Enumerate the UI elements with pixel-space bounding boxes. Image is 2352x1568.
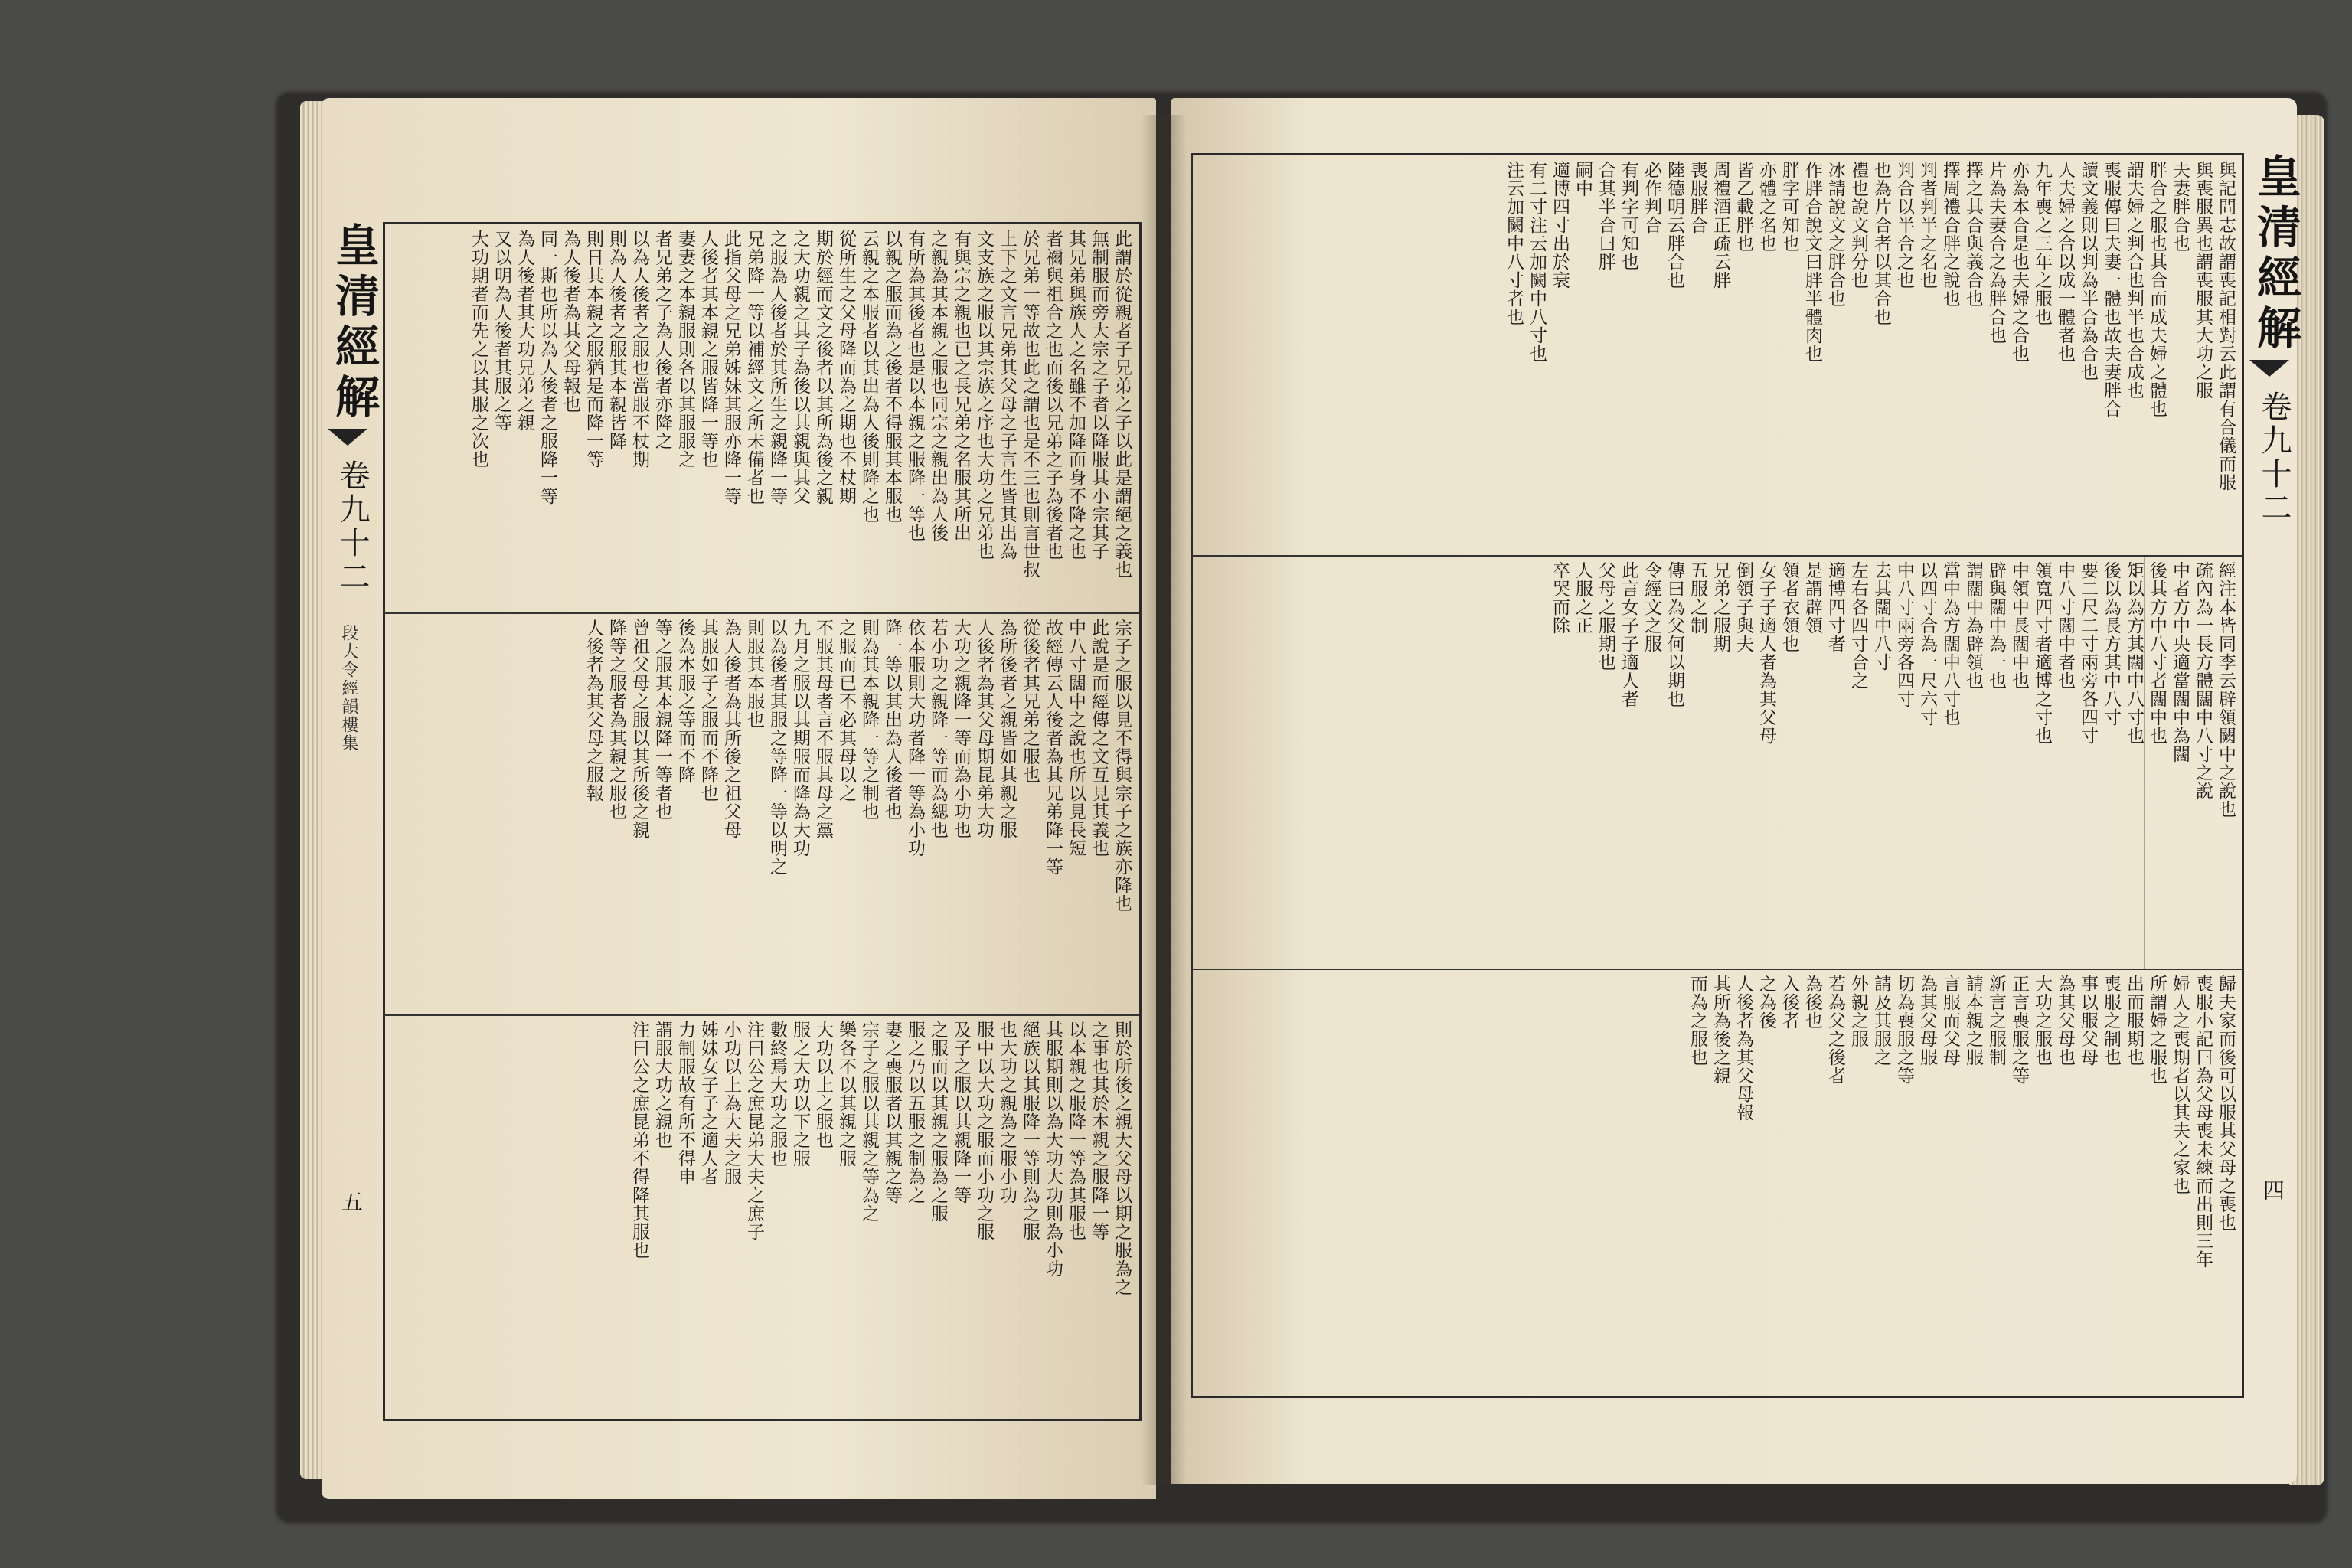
text-column: 切為喪服之等 xyxy=(1894,975,1914,1085)
text-column: 則為其本親降一等之制也 xyxy=(859,619,879,821)
text-column: 合其半合曰胖 xyxy=(1596,161,1615,271)
text-column: 云親之本服者以其出為人後則降之也 xyxy=(859,230,879,524)
text-column: 外親之服 xyxy=(1848,975,1868,1048)
text-column: 父母之服期也 xyxy=(1596,561,1615,671)
right-fishtail-mark xyxy=(2249,360,2289,377)
right-text-band-3 xyxy=(1196,975,2237,1388)
text-column: 歸夫家而後可以服其父母之喪也 xyxy=(2216,975,2236,1232)
text-column: 亦體之名也 xyxy=(1756,161,1776,253)
text-column: 胖字可知也 xyxy=(1779,161,1799,253)
text-column: 後為本服之等而不降 xyxy=(675,619,695,784)
text-column: 服之乃以五服之制為之 xyxy=(905,1021,925,1204)
text-column: 女子子適人者為其父母 xyxy=(1756,561,1776,745)
left-fishtail-mark xyxy=(328,429,368,446)
text-column: 宗子之服以其親之等為之 xyxy=(859,1021,879,1223)
text-column: 大功以上之服也 xyxy=(813,1021,833,1149)
text-column: 則服其本服也 xyxy=(744,619,764,729)
text-column: 辟與闊中為一也 xyxy=(1986,561,2006,690)
text-column: 數終焉大功之服也 xyxy=(767,1021,787,1168)
text-column: 喪服胖合 xyxy=(1687,161,1707,234)
right-band-rule-2 xyxy=(1191,969,2242,970)
text-column: 此說是而經傳之文互見其義也 xyxy=(1089,619,1109,858)
text-column: 擇周禮合胖之說也 xyxy=(1940,161,1960,308)
text-column: 要二尺二寸兩旁各四寸 xyxy=(2078,561,2098,745)
left-folio-number: 五 xyxy=(338,1191,364,1214)
text-column: 為所後者之親皆如其親之服 xyxy=(997,619,1017,839)
text-column: 九年喪之三年之服也 xyxy=(2032,161,2052,326)
text-column: 之事也其於本親之服降一等 xyxy=(1089,1021,1109,1241)
text-column: 其服如子之服而不降也 xyxy=(698,619,718,802)
right-volume-label: 卷九十二 xyxy=(2256,390,2292,525)
text-column: 不服其母者言不服其母之黨 xyxy=(813,619,833,839)
book-gutter xyxy=(1141,115,1187,1485)
text-column: 之服而已不必其母以之 xyxy=(836,619,856,802)
text-column: 則為人後者之服其本親皆降 xyxy=(606,230,626,450)
text-column: 以親之服而為之後者不得服其本服也 xyxy=(882,230,902,524)
text-column: 姊妹女子子之適人者 xyxy=(698,1021,718,1186)
text-column: 謂闊中為辟領也 xyxy=(1963,561,1983,690)
text-column: 冰請說文之胖合也 xyxy=(1825,161,1845,308)
text-column: 謂夫婦之判合也判半也合成也 xyxy=(2124,161,2144,400)
text-column: 服之大功以下之服 xyxy=(790,1021,810,1168)
text-column: 出而服期也 xyxy=(2124,975,2144,1067)
text-column: 也大功之親為之服小功 xyxy=(997,1021,1017,1204)
text-column: 後其方中八寸者闊中也 xyxy=(2147,561,2167,745)
left-text-band-3 xyxy=(387,1021,1133,1411)
text-column: 力制服故有所不得申 xyxy=(675,1021,695,1186)
text-column: 言服而父母 xyxy=(1940,975,1960,1067)
right-page-title: 皇清經解 xyxy=(2249,153,2301,355)
text-column: 傳曰為父何以期也 xyxy=(1664,561,1684,708)
text-column: 注曰公之庶昆弟不得降其服也 xyxy=(629,1021,649,1259)
text-column: 人後者為其父母期昆弟大功 xyxy=(974,619,994,839)
text-column: 夫妻胖合也 xyxy=(2170,161,2190,253)
text-column: 同一斯也所以為人後者之服降一等 xyxy=(537,230,557,505)
text-column: 則於所後之親大父母以期之服為之 xyxy=(1112,1021,1132,1296)
text-column: 是謂辟領 xyxy=(1802,561,1822,635)
text-column: 陸德明云胖合也 xyxy=(1664,161,1684,289)
text-column: 從後者其兄弟之服也 xyxy=(1020,619,1040,784)
text-column: 降一等以其出為人後者也 xyxy=(882,619,902,821)
right-band-rule-1 xyxy=(1191,555,2242,557)
text-column: 大功期者而先之以其服之次也 xyxy=(469,230,488,469)
text-column: 為其父母也 xyxy=(2055,975,2075,1067)
text-column: 為其父母服 xyxy=(1917,975,1937,1067)
text-column: 者禰與祖合之也而後以兄弟之子為後者也 xyxy=(1043,230,1063,560)
text-column: 人後者其本親之服皆降一等也 xyxy=(698,230,718,469)
text-column: 中八寸闊中者也 xyxy=(2055,561,2075,690)
text-column: 人服之正 xyxy=(1573,561,1592,635)
text-column: 喪服之制也 xyxy=(2101,975,2121,1067)
text-column: 胖合之服也其合而成夫婦之體也 xyxy=(2147,161,2167,418)
text-column: 人夫婦之合以成一體者也 xyxy=(2055,161,2075,363)
text-column: 作胖合說文曰胖半體肉也 xyxy=(1802,161,1822,363)
text-column: 為人後者為其所後之祖父母 xyxy=(721,619,741,839)
left-page-title: 皇清經解 xyxy=(328,222,380,424)
text-column: 宗子之服以見不得與宗子之族亦降也 xyxy=(1112,619,1132,913)
text-column: 之大功親之其子為後以其親與其父 xyxy=(790,230,810,505)
text-column: 曾祖父母之服以其所後之親 xyxy=(629,619,649,839)
text-column: 嗣中 xyxy=(1573,161,1592,198)
text-column: 之親為其本親之服也同宗之親出為人後 xyxy=(928,230,948,542)
text-column: 依本服則大功者降一等為小功 xyxy=(905,619,925,858)
text-column: 以本親之服降一等為其服也 xyxy=(1066,1021,1086,1241)
text-column: 亦為本合是也夫婦之合也 xyxy=(2009,161,2029,363)
text-column: 婦人之喪期者以其夫之家也 xyxy=(2170,975,2190,1195)
text-column: 降等之服者為其親之服也 xyxy=(606,619,626,821)
text-column: 也為片合者以其合也 xyxy=(1871,161,1891,326)
text-column: 注曰公之庶昆弟大夫之庶子 xyxy=(744,1021,764,1241)
text-column: 中領中長闊中也 xyxy=(2009,561,2029,690)
left-text-band-1 xyxy=(387,230,1133,606)
text-column: 若為父之後者 xyxy=(1825,975,1845,1085)
text-column: 為人後者為其父母報也 xyxy=(560,230,580,413)
text-column: 服中以大功之服而小功之服 xyxy=(974,1021,994,1241)
text-column: 此謂於從親者子兄弟之子以此是謂絕之義也 xyxy=(1112,230,1132,579)
text-column: 喪服小記曰為父母喪未練而出則三年 xyxy=(2193,975,2213,1269)
left-text-band-2 xyxy=(387,619,1133,1009)
text-column: 文支族之服以其宗族之序也大功之兄弟也 xyxy=(974,230,994,560)
text-column: 去其闊中八寸 xyxy=(1871,561,1891,671)
text-column: 皆乙載胖也 xyxy=(1733,161,1753,253)
text-column: 後以為長方其中八寸 xyxy=(2101,561,2121,727)
text-column: 等之服其本親降一等者也 xyxy=(652,619,672,821)
text-column: 之為後 xyxy=(1756,975,1776,1030)
text-column: 請本親之服 xyxy=(1963,975,1983,1067)
text-column: 而為之服也 xyxy=(1687,975,1707,1067)
text-column: 當中為方闊中八寸也 xyxy=(1940,561,1960,727)
text-column: 中八寸闊中之說也所以見長短 xyxy=(1066,619,1086,858)
text-column: 之服而以其親之服為之服 xyxy=(928,1021,948,1223)
right-text-band-2 xyxy=(1196,561,2237,963)
text-column: 為後也 xyxy=(1802,975,1822,1030)
text-column: 期於經而文之後者以其所為後之親 xyxy=(813,230,833,505)
text-column: 又以明為人後者其服之等 xyxy=(492,230,511,432)
text-column: 人後者為其父母報 xyxy=(1733,975,1753,1122)
text-column: 則日其本親之服猶是而降一等 xyxy=(583,230,603,469)
text-column: 所謂婦之服也 xyxy=(2147,975,2167,1085)
text-column: 事以服父母 xyxy=(2078,975,2098,1067)
text-column: 有二寸注云加闕中八寸也 xyxy=(1527,161,1547,363)
text-column: 從所生之父母降而為之期也不杖期 xyxy=(836,230,856,505)
text-column: 為人後者其大功兄弟之親 xyxy=(514,230,534,432)
text-column: 正言喪服之等 xyxy=(2009,975,2029,1085)
text-column: 大功之服也 xyxy=(2032,975,2052,1067)
text-column: 故經傳云人後者為其兄弟降一等 xyxy=(1043,619,1063,876)
text-column: 無制服而旁大宗之子者以降服其小宗其子 xyxy=(1089,230,1109,560)
text-column: 倒領子與夫 xyxy=(1733,561,1753,653)
text-column: 五服之制 xyxy=(1687,561,1707,635)
text-column: 者兄弟之子為人後者亦降之 xyxy=(652,230,672,450)
text-column: 妻妻之本親服則各以其服服之 xyxy=(675,230,695,469)
text-column: 經注本皆同李云辟領闕中之說也 xyxy=(2216,561,2236,818)
text-column: 以為後者其服之等降一等以明之 xyxy=(767,619,787,876)
text-column: 片為夫妻合之為胖合也 xyxy=(1986,161,2006,345)
text-column: 若小功之親降一等而為緦也 xyxy=(928,619,948,839)
right-folio-number: 四 xyxy=(2260,1179,2285,1202)
text-column: 禮也說文判分也 xyxy=(1848,161,1868,289)
text-column: 謂服大功之親也 xyxy=(652,1021,672,1149)
text-column: 矩以為方其闊中八寸也 xyxy=(2124,561,2144,745)
text-column: 以四寸合為一尺六寸 xyxy=(1917,561,1937,727)
left-band-rule-2 xyxy=(383,1014,1139,1016)
text-column: 注云加闕中八寸者也 xyxy=(1504,161,1524,326)
text-column: 喪服傳曰夫妻一體也故夫妻胖合 xyxy=(2101,161,2121,418)
text-column: 讀文義則以判為半合為合也 xyxy=(2078,161,2098,381)
left-band-rule-1 xyxy=(383,612,1139,614)
text-column: 周禮酒正疏云胖 xyxy=(1710,161,1730,289)
text-column: 適博四寸者 xyxy=(1825,561,1845,653)
left-volume-label: 卷九十二 xyxy=(335,459,370,594)
text-column: 必作判合 xyxy=(1642,161,1661,234)
text-column: 領寬四寸者適博之寸也 xyxy=(2032,561,2052,745)
text-column: 與記問志故謂喪記相對云此謂有合儀而服 xyxy=(2216,161,2236,492)
text-column: 疏內為一長方體闊中八寸之說 xyxy=(2193,561,2213,800)
text-column: 其兄弟與族人之名雖不加降而身不降之也 xyxy=(1066,230,1086,560)
text-column: 與喪服異也謂喪服其大功之服 xyxy=(2193,161,2213,400)
right-text-band-1 xyxy=(1196,161,2237,550)
text-column: 中者方中央適當闊中為闊 xyxy=(2170,561,2190,763)
text-column: 人後者為其父母之服報 xyxy=(583,619,603,802)
text-column: 卒哭而除 xyxy=(1550,561,1570,635)
text-column: 有與宗之親也已之長兄弟之名服其所出 xyxy=(951,230,971,542)
text-column: 兄弟之服期 xyxy=(1710,561,1730,653)
text-column: 入後者 xyxy=(1779,975,1799,1030)
text-column: 上下之文言兄弟其父母之子言生皆其出為 xyxy=(997,230,1017,560)
text-column: 絕族以其服降一等則為之服 xyxy=(1020,1021,1040,1241)
text-column: 以為人後者之服也當服不杖期 xyxy=(629,230,649,469)
left-side-note: 段大令經韻樓集 xyxy=(339,624,358,753)
text-column: 領者衣領也 xyxy=(1779,561,1799,653)
text-column: 左右各四寸合之 xyxy=(1848,561,1868,690)
text-column: 新言之服制 xyxy=(1986,975,2006,1067)
text-column: 於兄弟一等故也此之謂也是不三也則言世叔 xyxy=(1020,230,1040,579)
text-column: 樂各不以其親之服 xyxy=(836,1021,856,1168)
text-column: 請及其服之 xyxy=(1871,975,1891,1067)
text-column: 其服期則以為大功大功則為小功 xyxy=(1043,1021,1063,1278)
text-column: 中八寸兩旁各四寸 xyxy=(1894,561,1914,708)
text-column: 判者判半之名也 xyxy=(1917,161,1937,289)
text-column: 有所為其後者也是以本親之服降一等也 xyxy=(905,230,925,542)
text-column: 此指父母之兄弟姊妹其服亦降一等 xyxy=(721,230,741,505)
text-column: 適博四寸出於衰 xyxy=(1550,161,1570,289)
text-column: 及子之服以其親降一等 xyxy=(951,1021,971,1204)
text-column: 令經文之服 xyxy=(1642,561,1661,653)
text-column: 大功之親降一等而為小功也 xyxy=(951,619,971,839)
text-column: 其所為後之親 xyxy=(1710,975,1730,1085)
text-column: 判合以半合之也 xyxy=(1894,161,1914,289)
text-column: 小功以上為大夫之服 xyxy=(721,1021,741,1186)
text-column: 擇之其合與義合也 xyxy=(1963,161,1983,308)
text-column: 此言女子子適人者 xyxy=(1619,561,1638,708)
text-column: 兄弟降一等以補經文之所未備者也 xyxy=(744,230,764,505)
text-column: 有判字可知也 xyxy=(1619,161,1638,271)
text-column: 妻之喪服者以其親之等 xyxy=(882,1021,902,1204)
text-column: 九月之服以其期服而降為大功 xyxy=(790,619,810,858)
text-column: 之服為人後者於其所生之親降一等 xyxy=(767,230,787,505)
